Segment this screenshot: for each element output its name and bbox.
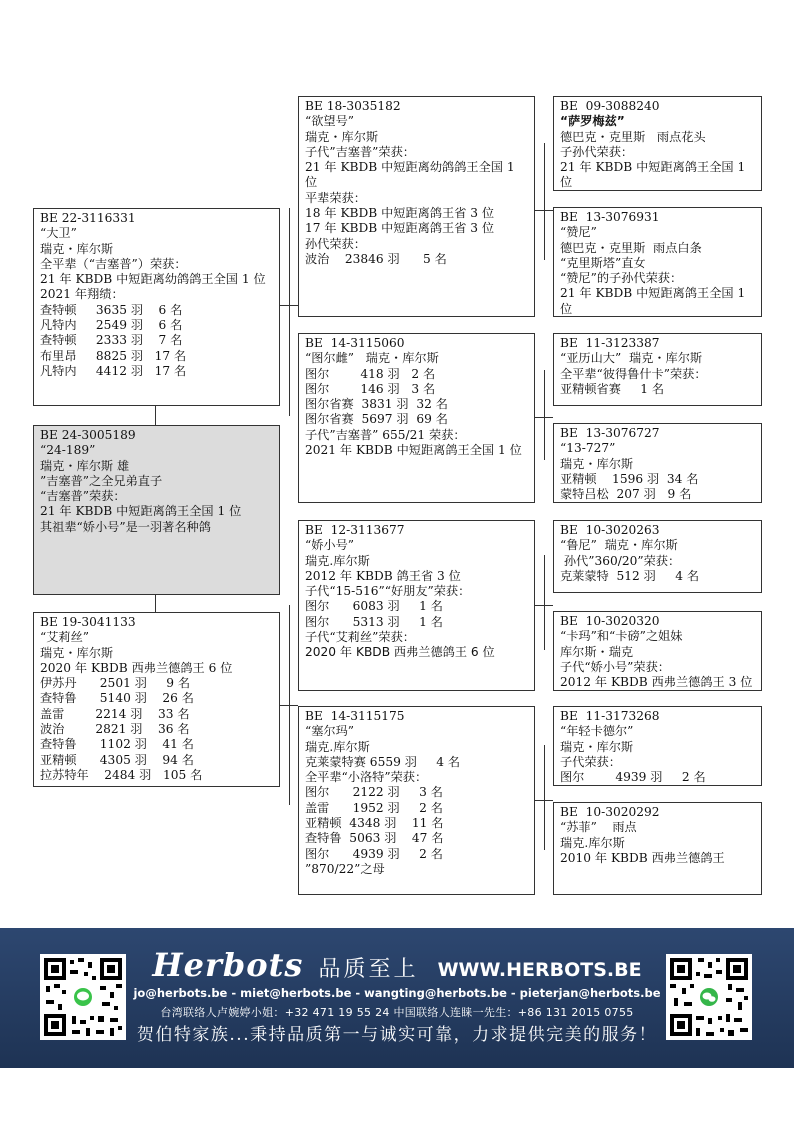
grandparent-card-2-ring-number: BE 14-3115060 — [305, 336, 405, 350]
dam-card-ring-number: BE 19-3041133 — [40, 615, 136, 629]
grandparent-card-4-ring-number: BE 14-3115175 — [305, 709, 405, 723]
website-link[interactable]: WWW.HERBOTS.BE — [437, 959, 642, 981]
grandparent-card-1-line: 21 年 KBDB 中短距离幼鸽鸽王全国 1 — [305, 160, 515, 175]
dam-card-line: 亚精顿 4305 羽 94 名 — [40, 752, 194, 767]
grandparent-card-4-line: 盖雷 1952 羽 2 名 — [305, 800, 443, 815]
great-grandparent-card-3-line: 全平辈“彼得鲁什卡”荣获： — [560, 366, 707, 381]
great-grandparent-card-3 — [553, 333, 762, 406]
great-grandparent-card-6 — [553, 611, 762, 691]
great-grandparent-card-7-line: 子代荣获： — [560, 754, 621, 769]
dam-card-line: 查特鲁 5140 羽 26 名 — [40, 691, 194, 706]
grandparent-card-2-line: “图尔雌” 瑞克・库尔斯 — [305, 351, 439, 366]
dam-card-line: 盖雷 2214 羽 33 名 — [40, 706, 190, 721]
grandparent-card-4-line: “塞尔玛” — [305, 724, 355, 739]
great-grandparent-card-4-line: 蒙特吕松 207 羽 9 名 — [560, 487, 692, 502]
great-grandparent-card-5 — [553, 520, 762, 593]
grandparent-card-1-line: 18 年 KBDB 中短距离鸽王省 3 位 — [305, 206, 495, 221]
grandparent-card-3-line: 图尔 6083 羽 1 名 — [305, 599, 443, 614]
dam-card-line: 波治 2821 羽 36 名 — [40, 722, 190, 737]
grandparent-card-2 — [298, 333, 535, 503]
great-grandparent-card-8-line: “苏菲” 雨点 — [560, 820, 637, 835]
sire-card-line: 全平辈（“吉塞普”）荣获： — [40, 256, 187, 271]
grandparent-card-1-ring-number: BE 18-3035182 — [305, 99, 401, 113]
grandparent-card-1-line: 子代”吉塞普”荣获： — [305, 144, 415, 159]
grandparent-card-4-line: 图尔 4939 羽 2 名 — [305, 846, 443, 861]
connector-sire-vertical — [289, 208, 290, 416]
great-grandparent-card-2-line: “赞尼”的子孙代荣获： — [560, 271, 683, 286]
great-grandparent-card-8-line: 瑞克.库尔斯 — [560, 835, 625, 850]
subject-card-line: ”吉塞普”之全兄弟直子 — [40, 473, 163, 488]
grandparent-card-3-line: 图尔 5313 羽 1 名 — [305, 614, 443, 629]
grandparent-card-4-line: ”870/22”之母 — [305, 861, 385, 876]
great-grandparent-card-2-line: 德巴克・克里斯 雨点白条 — [560, 240, 702, 255]
grandparent-card-3-line: 2020 年 KBDB 西弗兰德鸽王 6 位 — [305, 645, 495, 660]
connector-sire-subject — [155, 405, 156, 426]
grandparent-card-3-line: “娇小号” — [305, 538, 355, 553]
subject-card-ring-number: BE 24-3005189 — [40, 428, 136, 442]
great-grandparent-card-2-line: “克里斯塔”直女 — [560, 255, 646, 270]
great-grandparent-card-6-line: 2012 年 KBDB 西弗兰德鸽王 3 位 — [560, 675, 753, 690]
dam-card-line: 查特鲁 1102 羽 41 名 — [40, 737, 194, 752]
connector-gp2-vertical — [544, 370, 545, 460]
great-grandparent-card-2-line: 位 — [560, 301, 573, 316]
great-grandparent-card-2-line: 21 年 KBDB 中短距离鸽王全国 1 — [560, 286, 746, 301]
great-grandparent-card-6-line: 子代“娇小号”荣获： — [560, 659, 670, 674]
great-grandparent-card-6-line: “卡玛”和“卡磅”之姐妹 — [560, 629, 683, 644]
dam-card-line: 拉苏特年 2484 羽 105 名 — [40, 767, 203, 782]
sire-card-line: 凡特内 4412 羽 17 名 — [40, 363, 187, 378]
grandparent-card-3 — [298, 520, 535, 691]
grandparent-card-2-line: 图尔 418 羽 2 名 — [305, 366, 436, 381]
grandparent-card-3-line: 子代“艾莉丝”荣获： — [305, 630, 415, 645]
grandparent-card-3-line: 瑞克.库尔斯 — [305, 553, 370, 568]
great-grandparent-card-7-ring-number: BE 11-3173268 — [560, 709, 660, 723]
grandparent-card-3-line: 子代“15-516”“好朋友”荣获： — [305, 584, 471, 599]
great-grandparent-card-1 — [553, 96, 762, 191]
great-grandparent-card-2 — [553, 207, 762, 317]
grandparent-card-2-line: 子代”吉塞普” 655/21 荣获： — [305, 427, 466, 442]
great-grandparent-card-8-ring-number: BE 10-3020292 — [560, 805, 660, 819]
connector-gp3-vertical — [544, 555, 545, 650]
sire-card-line: 查特顿 2333 羽 7 名 — [40, 333, 183, 348]
great-grandparent-card-4-line: “13-727” — [560, 441, 616, 456]
email-addresses[interactable]: jo@herbots.be - miet@herbots.be - wangting@herbots.be - pieterjan@herbots.be — [133, 986, 661, 1000]
grandparent-card-4-line: 查特鲁 5063 羽 47 名 — [305, 831, 444, 846]
sire-card-line: 查特顿 3635 羽 6 名 — [40, 302, 183, 317]
dam-card — [33, 612, 280, 787]
subject-card-line: “吉塞普”荣获： — [40, 489, 126, 504]
slogan: 品质至上 — [318, 957, 419, 982]
grandparent-card-4-line: 克莱蒙特赛 6559 羽 4 名 — [305, 754, 461, 769]
great-grandparent-card-3-line: 亚精顿省赛 1 名 — [560, 381, 665, 396]
great-grandparent-card-4-line: 亚精顿 1596 羽 34 名 — [560, 471, 699, 486]
subject-card-line: 瑞克・库尔斯 雄 — [40, 458, 130, 473]
great-grandparent-card-1-line: 德巴克・克里斯 雨点花头 — [560, 129, 706, 144]
great-grandparent-card-8-line: 2010 年 KBDB 西弗兰德鸽王 — [560, 850, 725, 865]
subject-card-line: 21 年 KBDB 中短距离鸽王全国 1 位 — [40, 504, 242, 519]
grandparent-card-1-line: 平辈荣获： — [305, 190, 366, 205]
grandparent-card-1-line: 孙代荣获： — [305, 236, 366, 251]
dam-card-line: 伊苏丹 2501 羽 9 名 — [40, 676, 191, 691]
sire-card-line: 2021 年翔绩： — [40, 287, 124, 302]
connector-dam-vertical — [289, 605, 290, 805]
subject-card-line: 其祖辈“娇小号”是一羽著名种鸽 — [40, 519, 211, 534]
great-grandparent-card-6-line: 库尔斯・瑞克 — [560, 644, 634, 659]
grandparent-card-1 — [298, 96, 535, 317]
grandparent-card-3-ring-number: BE 12-3113677 — [305, 523, 405, 537]
grandparent-card-4-line: 图尔 2122 羽 3 名 — [305, 785, 443, 800]
great-grandparent-card-3-line: “亚历山大” 瑞克・库尔斯 — [560, 351, 703, 366]
tagline: 贺伯特家族...秉持品质第一与诚实可靠，力求提供完美的服务！ — [136, 1025, 658, 1045]
great-grandparent-card-4-ring-number: BE 13-3076727 — [560, 426, 660, 440]
qr-code-right[interactable] — [666, 954, 752, 1040]
grandparent-card-1-line: 瑞克・库尔斯 — [305, 129, 379, 144]
great-grandparent-card-2-ring-number: BE 13-3076931 — [560, 210, 660, 224]
dam-card-line: 瑞克・库尔斯 — [40, 645, 114, 660]
grandparent-card-1-line: 波治 23846 羽 5 名 — [305, 251, 447, 266]
grandparent-card-1-line: 位 — [305, 175, 318, 190]
sire-card-line: 布里昂 8825 羽 17 名 — [40, 348, 187, 363]
great-grandparent-card-1-line: 子孙代荣获： — [560, 144, 634, 159]
grandparent-card-2-line: 图尔省赛 3831 羽 32 名 — [305, 397, 448, 412]
great-grandparent-card-4-line: 瑞克・库尔斯 — [560, 456, 634, 471]
subject-card — [33, 425, 280, 595]
grandparent-card-4-line: 瑞克.库尔斯 — [305, 739, 370, 754]
grandparent-card-2-line: 图尔 146 羽 3 名 — [305, 381, 436, 396]
grandparent-card-2-line: 图尔省赛 5697 羽 69 名 — [305, 412, 448, 427]
great-grandparent-card-5-line: “鲁尼” 瑞克・库尔斯 — [560, 538, 678, 553]
connector-gp4-vertical — [544, 745, 545, 850]
connector-subject-dam — [155, 594, 156, 613]
great-grandparent-card-8 — [553, 802, 762, 895]
great-grandparent-card-5-ring-number: BE 10-3020263 — [560, 523, 660, 537]
grandparent-card-4 — [298, 706, 535, 895]
great-grandparent-card-1-ring-number: BE 09-3088240 — [560, 99, 660, 113]
grandparent-card-3-line: 2012 年 KBDB 鸽王省 3 位 — [305, 568, 461, 583]
dam-card-line: 2020 年 KBDB 西弗兰德鸽王 6 位 — [40, 660, 233, 675]
great-grandparent-card-3-ring-number: BE 11-3123387 — [560, 336, 660, 350]
great-grandparent-card-5-line: 克莱蒙特 512 羽 4 名 — [560, 568, 700, 583]
dam-card-line: “艾莉丝” — [40, 630, 90, 645]
sire-card — [33, 208, 280, 406]
grandparent-card-2-line: 2021 年 KBDB 中短距离鸽王全国 1 位 — [305, 443, 522, 458]
grandparent-card-4-line: 全平辈“小洛特”荣获： — [305, 770, 428, 785]
great-grandparent-card-6-ring-number: BE 10-3020320 — [560, 614, 660, 628]
great-grandparent-card-7-line: 图尔 4939 羽 2 名 — [560, 770, 706, 785]
great-grandparent-card-1-line: “萨罗梅兹” — [560, 114, 625, 129]
great-grandparent-card-1-line: 21 年 KBDB 中短距离鸽王全国 1 — [560, 160, 746, 175]
sire-card-ring-number: BE 22-3116331 — [40, 211, 136, 225]
grandparent-card-1-line: “欲望号” — [305, 114, 355, 129]
great-grandparent-card-1-line: 位 — [560, 175, 573, 190]
great-grandparent-card-7-line: “年轻卡德尔” — [560, 724, 634, 739]
sire-card-line: 瑞克・库尔斯 — [40, 241, 114, 256]
footer-banner — [0, 928, 794, 1068]
sire-card-line: 凡特内 2549 羽 6 名 — [40, 318, 183, 333]
herbots-logo: Herbots — [152, 946, 304, 984]
grandparent-card-1-line: 17 年 KBDB 中短距离鸽王省 3 位 — [305, 221, 495, 236]
great-grandparent-card-5-line: 孙代”360/20”荣获： — [560, 553, 681, 568]
great-grandparent-card-2-line: “赞尼” — [560, 225, 597, 240]
connector-gp1-vertical — [544, 143, 545, 260]
great-grandparent-card-4 — [553, 423, 762, 503]
sire-card-line: “大卫” — [40, 226, 77, 241]
sire-card-line: 21 年 KBDB 中短距离幼鸽鸽王全国 1 位 — [40, 272, 266, 287]
great-grandparent-card-7-line: 瑞克・库尔斯 — [560, 739, 634, 754]
grandparent-card-4-line: 亚精顿 4348 羽 11 名 — [305, 816, 444, 831]
great-grandparent-card-7 — [553, 706, 762, 786]
subject-card-line: “24-189” — [40, 443, 96, 458]
contact-numbers: 台湾联络人卢婉婷小姐：+32 471 19 55 24 中国联络人连睐一先生：+86 131 2015 0755 — [160, 1006, 634, 1019]
